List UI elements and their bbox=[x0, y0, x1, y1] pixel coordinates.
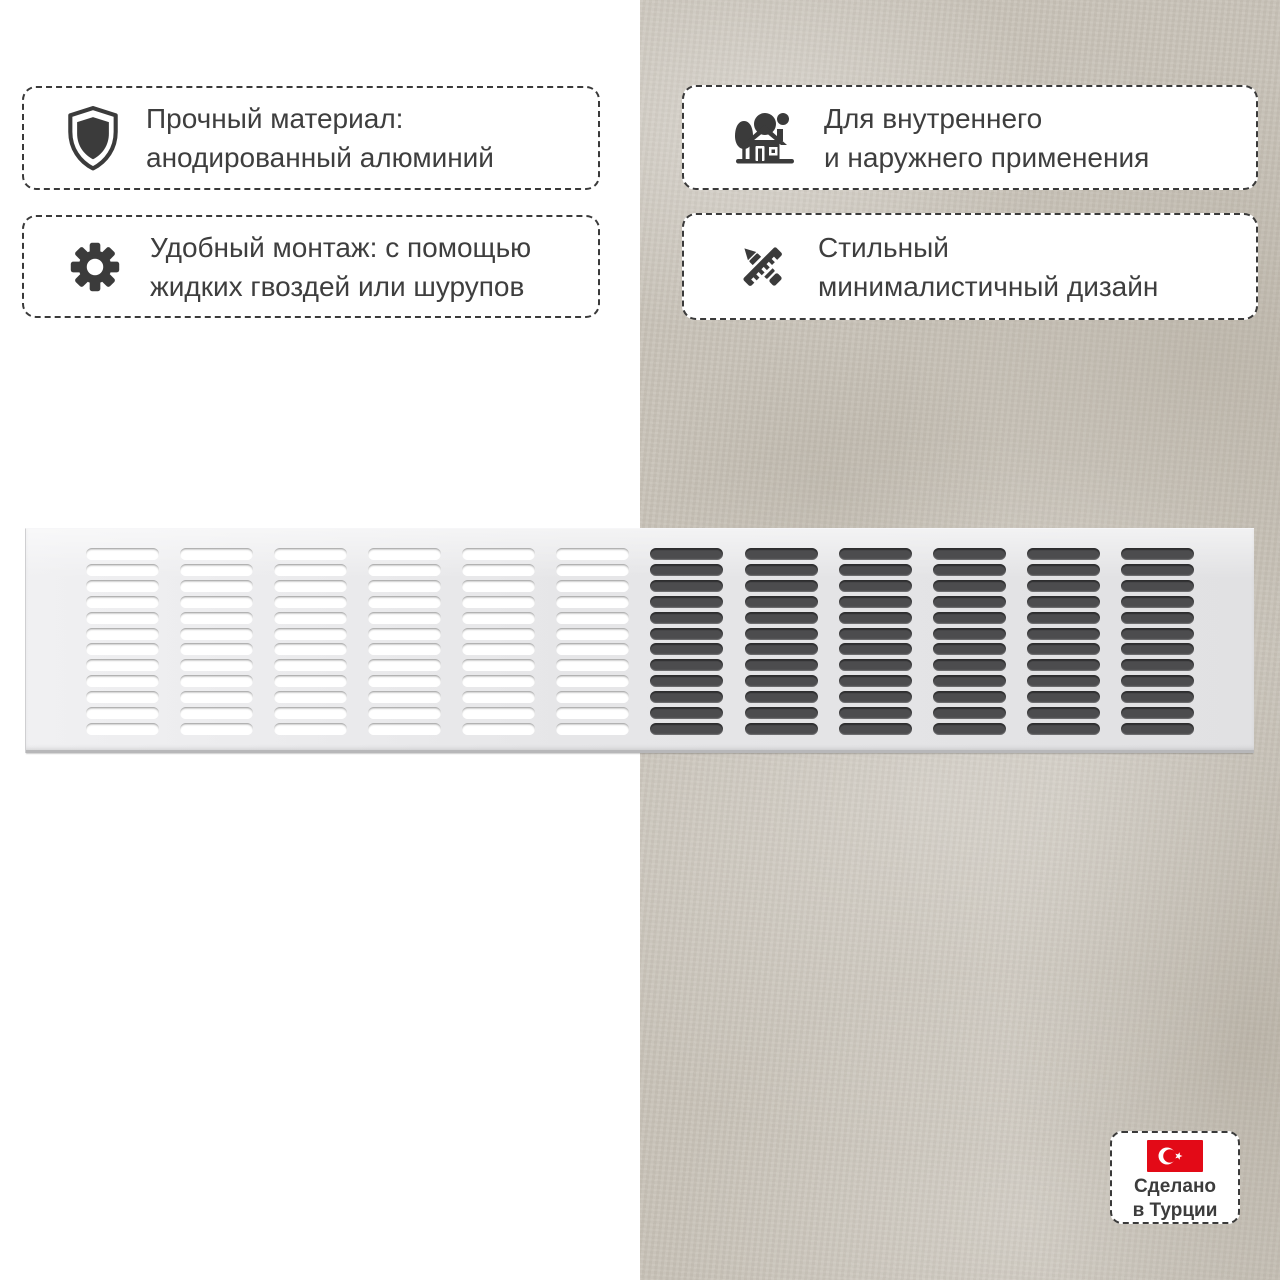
grille-slot bbox=[556, 659, 629, 671]
grille-slot bbox=[933, 628, 1006, 640]
grille-slot bbox=[650, 643, 723, 655]
grille-slot bbox=[462, 675, 535, 687]
grille-slot bbox=[1027, 628, 1100, 640]
grille-slot bbox=[368, 659, 441, 671]
feature-line: Для внутреннего bbox=[824, 102, 1043, 134]
feature-line: анодированный алюминий bbox=[146, 142, 494, 173]
feature-text bbox=[824, 99, 1149, 177]
grille-slot bbox=[745, 596, 818, 608]
grille-column bbox=[933, 548, 1006, 735]
grille-slot bbox=[839, 707, 912, 719]
grille-slot bbox=[745, 612, 818, 624]
grille-slot bbox=[933, 580, 1006, 592]
grille-slot bbox=[274, 596, 347, 608]
grille-slot bbox=[650, 612, 723, 624]
grille-slot bbox=[745, 643, 818, 655]
grille-slot bbox=[462, 659, 535, 671]
grille-slot bbox=[933, 596, 1006, 608]
grille-slot bbox=[556, 643, 629, 655]
grille-slot-grid bbox=[86, 548, 1194, 735]
feature-badge-usage bbox=[682, 85, 1258, 190]
grille-slot bbox=[1121, 596, 1194, 608]
grille-slot bbox=[368, 564, 441, 576]
grille-slot bbox=[1027, 643, 1100, 655]
grille-column bbox=[1121, 548, 1194, 735]
grille-slot bbox=[839, 564, 912, 576]
grille-slot bbox=[86, 612, 159, 624]
grille-slot bbox=[745, 548, 818, 560]
grille-slot bbox=[180, 707, 253, 719]
grille-slot bbox=[1027, 564, 1100, 576]
grille-slot bbox=[368, 548, 441, 560]
grille-slot bbox=[86, 628, 159, 640]
grille-column bbox=[462, 548, 535, 735]
feature-line: минималистичный дизайн bbox=[818, 270, 1159, 302]
grille-slot bbox=[1027, 723, 1100, 735]
grille-slot bbox=[1121, 723, 1194, 735]
grille-slot bbox=[933, 612, 1006, 624]
shield-icon bbox=[64, 105, 122, 171]
feature-badge-mounting bbox=[22, 215, 600, 318]
feature-badge-material bbox=[22, 86, 600, 190]
grille-column bbox=[556, 548, 629, 735]
grille-slot bbox=[180, 675, 253, 687]
grille-slot bbox=[368, 643, 441, 655]
grille-slot bbox=[839, 628, 912, 640]
grille-slot bbox=[745, 675, 818, 687]
grille-slot bbox=[1121, 643, 1194, 655]
grille-slot bbox=[180, 596, 253, 608]
grille-slot bbox=[180, 723, 253, 735]
grille-slot bbox=[839, 643, 912, 655]
grille-column bbox=[180, 548, 253, 735]
grille-slot bbox=[556, 596, 629, 608]
grille-slot bbox=[933, 723, 1006, 735]
grille-column bbox=[745, 548, 818, 735]
grille-slot bbox=[839, 723, 912, 735]
grille-slot bbox=[180, 564, 253, 576]
grille-slot bbox=[933, 659, 1006, 671]
grille-slot bbox=[86, 691, 159, 703]
grille-slot bbox=[462, 596, 535, 608]
grille-slot bbox=[745, 628, 818, 640]
made-in-turkey-badge bbox=[1110, 1131, 1240, 1224]
grille-slot bbox=[745, 580, 818, 592]
grille-slot bbox=[86, 723, 159, 735]
grille-slot bbox=[274, 612, 347, 624]
grille-slot bbox=[745, 564, 818, 576]
made-in-line: Сделано bbox=[1133, 1176, 1217, 1197]
grille-slot bbox=[556, 628, 629, 640]
grille-slot bbox=[274, 580, 347, 592]
grille-slot bbox=[650, 691, 723, 703]
feature-badge-design bbox=[682, 213, 1258, 320]
grille-slot bbox=[839, 675, 912, 687]
grille-slot bbox=[274, 675, 347, 687]
feature-line: жидких гвоздей или шурупов bbox=[150, 270, 525, 302]
grille-slot bbox=[180, 628, 253, 640]
grille-slot bbox=[1121, 628, 1194, 640]
grille-slot bbox=[368, 723, 441, 735]
grille-slot bbox=[1027, 691, 1100, 703]
grille-slot bbox=[745, 691, 818, 703]
grille-slot bbox=[745, 659, 818, 671]
grille-slot bbox=[462, 564, 535, 576]
grille-slot bbox=[368, 612, 441, 624]
grille-slot bbox=[839, 580, 912, 592]
grille-slot bbox=[180, 580, 253, 592]
grille-slot bbox=[86, 675, 159, 687]
grille-slot bbox=[839, 596, 912, 608]
grille-slot bbox=[556, 723, 629, 735]
grille-slot bbox=[556, 580, 629, 592]
grille-slot bbox=[556, 612, 629, 624]
grille-slot bbox=[1027, 580, 1100, 592]
grille-slot bbox=[274, 707, 347, 719]
grille-slot bbox=[650, 548, 723, 560]
grille-slot bbox=[462, 707, 535, 719]
feature-line: Прочный материал: bbox=[146, 103, 404, 134]
grille-slot bbox=[1027, 596, 1100, 608]
grille-slot bbox=[462, 723, 535, 735]
feature-line: Удобный монтаж: с помощью bbox=[150, 231, 532, 263]
grille-slot bbox=[556, 691, 629, 703]
grille-slot bbox=[368, 707, 441, 719]
grille-column bbox=[274, 548, 347, 735]
grille-slot bbox=[274, 643, 347, 655]
grille-slot bbox=[180, 659, 253, 671]
feature-text bbox=[146, 99, 494, 177]
gear-icon bbox=[64, 236, 126, 298]
grille-slot bbox=[86, 548, 159, 560]
grille-slot bbox=[274, 548, 347, 560]
ventilation-grille bbox=[25, 528, 1254, 753]
grille-slot bbox=[1121, 564, 1194, 576]
grille-column bbox=[368, 548, 441, 735]
grille-slot bbox=[368, 675, 441, 687]
grille-slot bbox=[462, 612, 535, 624]
grille-slot bbox=[180, 548, 253, 560]
grille-slot bbox=[556, 707, 629, 719]
grille-slot bbox=[556, 548, 629, 560]
grille-slot bbox=[933, 548, 1006, 560]
grille-slot bbox=[650, 628, 723, 640]
grille-slot bbox=[1121, 707, 1194, 719]
grille-slot bbox=[180, 612, 253, 624]
grille-slot bbox=[274, 691, 347, 703]
grille-slot bbox=[86, 659, 159, 671]
grille-slot bbox=[839, 612, 912, 624]
grille-slot bbox=[933, 675, 1006, 687]
pencil-ruler-icon bbox=[734, 238, 792, 296]
grille-slot bbox=[1027, 548, 1100, 560]
grille-slot bbox=[650, 564, 723, 576]
grille-slot bbox=[86, 580, 159, 592]
grille-slot bbox=[933, 643, 1006, 655]
grille-slot bbox=[650, 580, 723, 592]
grille-slot bbox=[368, 580, 441, 592]
grille-slot bbox=[839, 691, 912, 703]
grille-slot bbox=[650, 723, 723, 735]
grille-slot bbox=[86, 564, 159, 576]
grille-slot bbox=[86, 707, 159, 719]
made-in-line: в Турции bbox=[1132, 1200, 1218, 1221]
grille-slot bbox=[274, 723, 347, 735]
grille-slot bbox=[1121, 675, 1194, 687]
grille-slot bbox=[1121, 691, 1194, 703]
grille-slot bbox=[556, 675, 629, 687]
grille-slot bbox=[462, 628, 535, 640]
grille-column bbox=[1027, 548, 1100, 735]
grille-slot bbox=[1027, 675, 1100, 687]
grille-slot bbox=[1121, 548, 1194, 560]
grille-column bbox=[650, 548, 723, 735]
grille-slot bbox=[933, 564, 1006, 576]
grille-slot bbox=[1027, 707, 1100, 719]
grille-slot bbox=[274, 628, 347, 640]
grille-slot bbox=[462, 643, 535, 655]
grille-slot bbox=[933, 691, 1006, 703]
grille-slot bbox=[556, 564, 629, 576]
grille-slot bbox=[462, 691, 535, 703]
grille-slot bbox=[839, 659, 912, 671]
feature-text bbox=[150, 228, 531, 306]
grille-column bbox=[86, 548, 159, 735]
grille-column bbox=[839, 548, 912, 735]
feature-text bbox=[818, 228, 1158, 306]
grille-slot bbox=[462, 548, 535, 560]
grille-slot bbox=[650, 675, 723, 687]
grille-slot bbox=[1121, 659, 1194, 671]
turkey-flag-icon bbox=[1147, 1140, 1203, 1172]
grille-slot bbox=[462, 580, 535, 592]
feature-line: Стильный bbox=[818, 231, 949, 263]
grille-slot bbox=[745, 707, 818, 719]
grille-slot bbox=[1027, 612, 1100, 624]
grille-slot bbox=[86, 643, 159, 655]
grille-slot bbox=[274, 659, 347, 671]
grille-slot bbox=[933, 707, 1006, 719]
grille-slot bbox=[180, 643, 253, 655]
grille-slot bbox=[274, 564, 347, 576]
grille-slot bbox=[650, 659, 723, 671]
grille-slot bbox=[368, 628, 441, 640]
grille-slot bbox=[1121, 580, 1194, 592]
grille-slot bbox=[650, 707, 723, 719]
feature-line: и наружнего применения bbox=[824, 141, 1150, 173]
grille-slot bbox=[86, 596, 159, 608]
grille-slot bbox=[368, 596, 441, 608]
grille-slot bbox=[368, 691, 441, 703]
grille-slot bbox=[1121, 612, 1194, 624]
grille-slot bbox=[1027, 659, 1100, 671]
grille-slot bbox=[180, 691, 253, 703]
grille-slot bbox=[745, 723, 818, 735]
grille-slot bbox=[650, 596, 723, 608]
house-icon bbox=[734, 109, 798, 167]
grille-slot bbox=[839, 548, 912, 560]
